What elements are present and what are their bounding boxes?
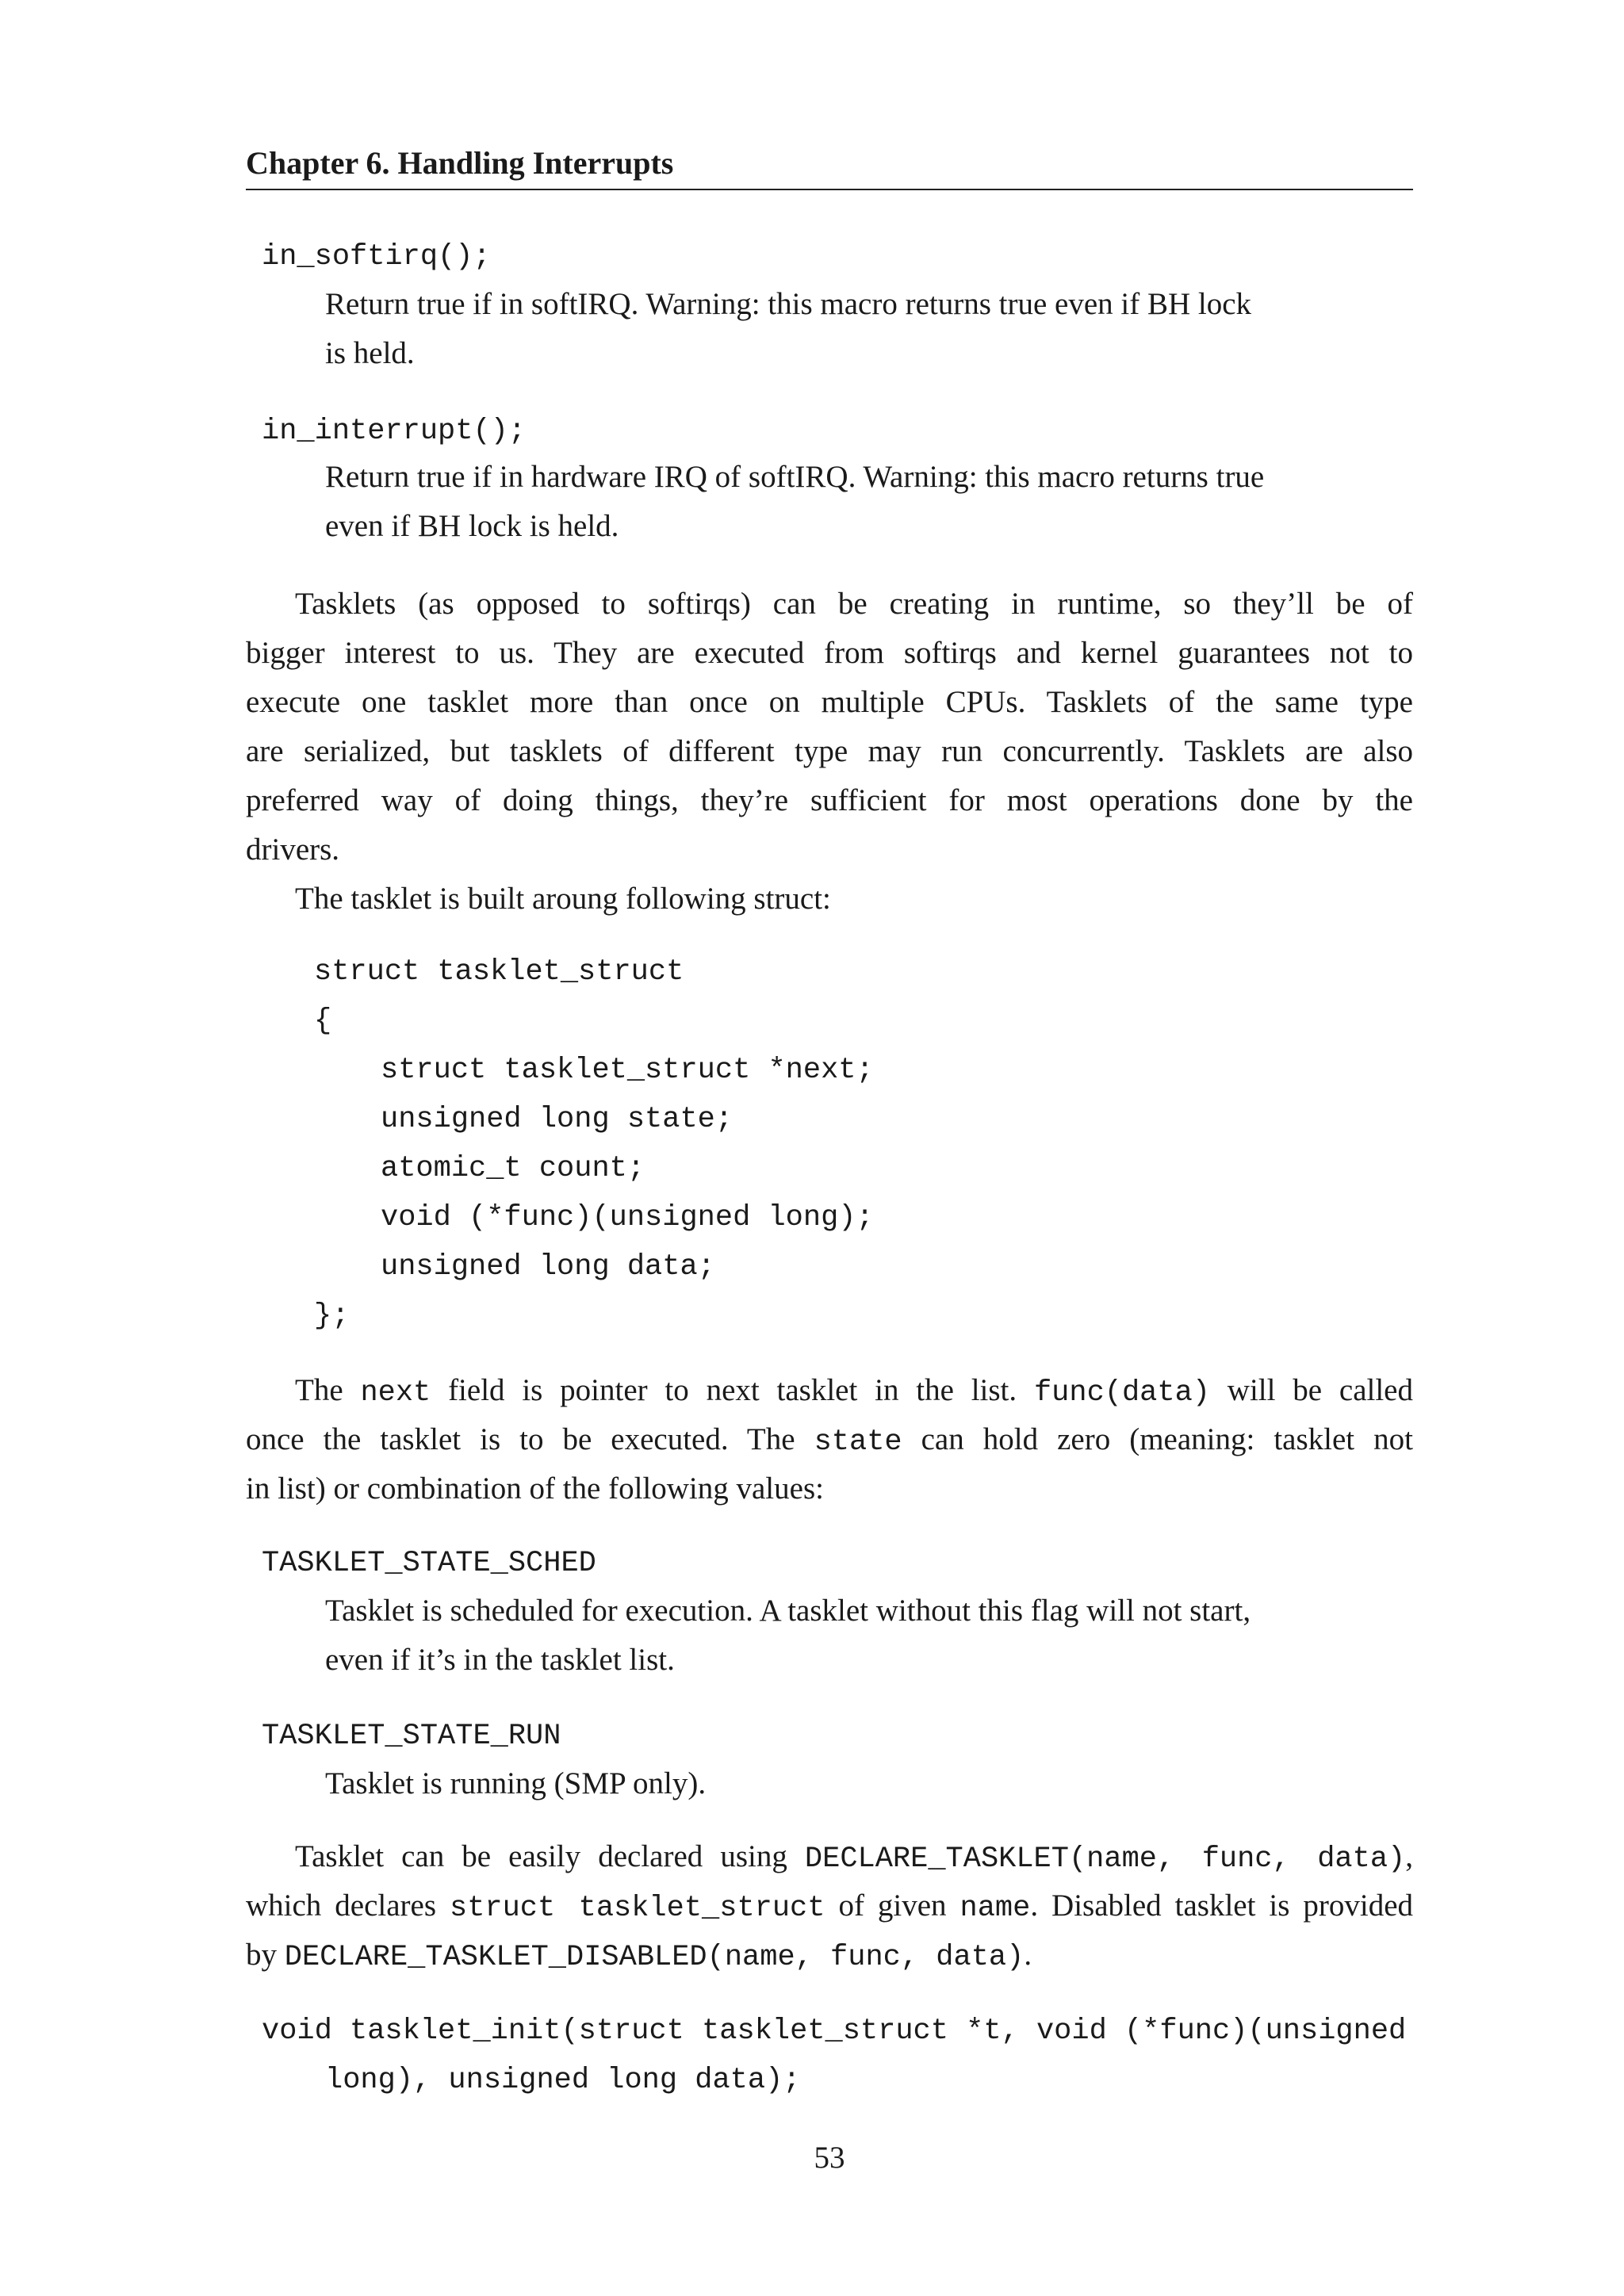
para-next-line2: once the tasklet is to be executed. The state can hold zero (meaning: tasklet not xyxy=(246,1422,1413,1459)
para-struct-intro: The tasklet is built aroung following struct: xyxy=(295,882,831,916)
def-term-in-softirq: in_softirq(); xyxy=(262,240,491,274)
para-tasklets-line5: preferred way of doing things, they’re sufficient for most operations done by the xyxy=(246,783,1413,817)
code-line-6: void (*func)(unsigned long); xyxy=(381,1201,874,1234)
para-tasklets-line4: are serialized, but tasklets of different type may run concurrently. Tasklets are also xyxy=(246,734,1413,768)
para-tasklets-line2: bigger interest to us. They are executed from softirqs and kernel guarantees not to xyxy=(246,636,1413,670)
code-line-2: { xyxy=(314,1004,332,1038)
def-desc-in-interrupt-line2: even if BH lock is held. xyxy=(325,509,619,543)
code-line-1: struct tasklet_struct xyxy=(314,955,684,989)
code-line-5: atomic_t count; xyxy=(381,1152,645,1185)
func-signature-line2: long), unsigned long data); xyxy=(325,2064,801,2097)
def-term-in-interrupt: in_interrupt(); xyxy=(262,415,527,448)
document-page xyxy=(246,0,1413,2296)
para-tasklets-line3: execute one tasklet more than once on multiple CPUs. Tasklets of the same type xyxy=(246,685,1413,719)
para-declare-line1: Tasklet can be easily declared using DECLARE_TASKLET(name, func, data), xyxy=(295,1839,1413,1876)
para-tasklets-line6: drivers. xyxy=(246,832,340,867)
para-declare-line3: by DECLARE_TASKLET_DISABLED(name, func, data). xyxy=(246,1938,1032,1974)
para-next-line3: in list) or combination of the following values: xyxy=(246,1471,824,1506)
code-line-8: }; xyxy=(314,1299,350,1333)
para-declare-line2: which declares struct tasklet_struct of given name. Disabled tasklet is provided xyxy=(246,1888,1413,1925)
def-desc-state-sched-line1: Tasklet is scheduled for execution. A tasklet without this flag will not start, xyxy=(325,1594,1251,1628)
def-desc-state-sched-line2: even if it’s in the tasklet list. xyxy=(325,1643,675,1677)
code-line-7: unsigned long data; xyxy=(381,1250,715,1284)
def-desc-in-interrupt-line1: Return true if in hardware IRQ of softIRQ. Warning: this macro returns true xyxy=(325,460,1265,494)
def-term-state-sched: TASKLET_STATE_SCHED xyxy=(262,1547,596,1580)
code-line-4: unsigned long state; xyxy=(381,1103,733,1136)
code-line-3: struct tasklet_struct *next; xyxy=(381,1054,874,1087)
def-desc-in-softirq-line1: Return true if in softIRQ. Warning: this macro returns true even if BH lock xyxy=(325,287,1252,321)
def-desc-in-softirq-line2: is held. xyxy=(325,336,415,370)
para-next-line1: The next field is pointer to next tasklet in the list. func(data) will be called xyxy=(295,1373,1413,1410)
page-number: 53 xyxy=(814,2141,845,2175)
running-head: Chapter 6. Handling Interrupts xyxy=(246,143,1413,190)
def-term-state-run: TASKLET_STATE_RUN xyxy=(262,1720,561,1753)
para-tasklets-line1: Tasklets (as opposed to softirqs) can be creating in runtime, so they’ll be of xyxy=(295,587,1413,621)
func-signature-line1: void tasklet_init(struct tasklet_struct *t, void (*func)(unsigned xyxy=(262,2015,1407,2048)
def-desc-state-run-line1: Tasklet is running (SMP only). xyxy=(325,1766,707,1800)
